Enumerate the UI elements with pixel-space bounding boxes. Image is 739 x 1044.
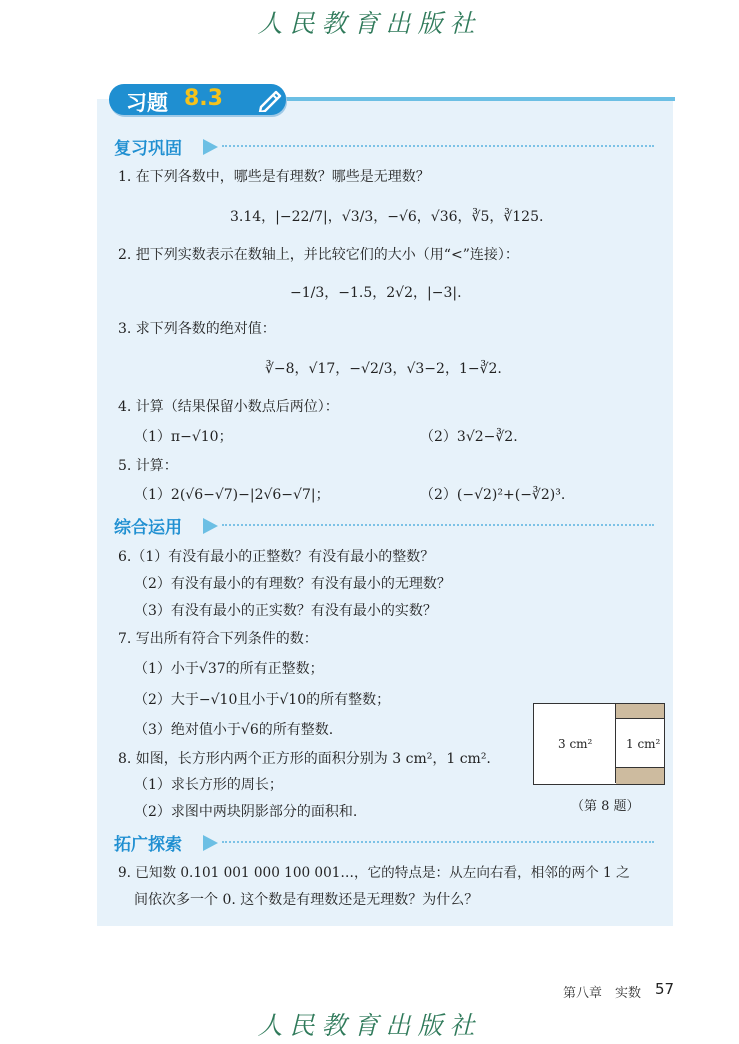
shaded-region-top [616, 704, 664, 719]
section-title: 复习巩固 [114, 139, 182, 159]
exercise-header-badge [109, 84, 286, 115]
header-rule [275, 97, 675, 101]
question-3-expression: ∛−8，√17，−√2/3，√3−2，1−∛2. [265, 361, 502, 377]
question-6-part-2: （2）有没有最小的有理数？有没有最小的无理数？ [134, 576, 451, 592]
triangle-arrow-icon [203, 835, 218, 851]
question-5-part-2: （2）(−√2)²+(−∛2)³. [420, 487, 566, 503]
shaded-region-bottom [616, 767, 664, 784]
triangle-arrow-icon [203, 139, 218, 155]
question-1: 1. 在下列各数中，哪些是有理数？哪些是无理数？ [118, 169, 430, 185]
pencil-icon [256, 86, 284, 112]
question-7-part-1: （1）小于√37的所有正整数； [134, 661, 324, 677]
page-number: 57 [655, 980, 675, 998]
question-4: 4. 计算（结果保留小数点后两位）： [118, 399, 339, 415]
question-2: 2. 把下列实数表示在数轴上，并比较它们的大小（用“<”连接）： [118, 247, 519, 263]
publisher-watermark-bottom: 人民教育出版社 [257, 1011, 482, 1040]
dotted-divider [222, 841, 654, 843]
exercise-title: 习题 [126, 91, 168, 115]
question-8: 8. 如图，长方形内两个正方形的面积分别为 3 cm²，1 cm². [118, 751, 491, 767]
question-4-part-2: （2）3√2−∛2. [420, 429, 518, 445]
exercise-number: 8.3 [184, 86, 223, 111]
question-7: 7. 写出所有符合下列条件的数： [118, 631, 318, 647]
rectangle-figure [533, 703, 665, 785]
question-6-part-3: （3）有没有最小的正实数？有没有最小的实数？ [134, 603, 437, 619]
question-8-part-2: （2）求图中两块阴影部分的面积和. [134, 804, 358, 820]
question-7-part-3: （3）绝对值小于√6的所有整数. [134, 722, 334, 738]
question-5: 5. 计算： [118, 458, 178, 474]
figure-caption: （第 8 题） [571, 799, 640, 814]
question-6-part-1: 6.（1）有没有最小的正整数？有没有最小的整数？ [118, 549, 435, 565]
question-2-expression: −1/3，−1.5，2√2，|−3|. [290, 285, 462, 301]
question-1-expression: 3.14，|−22/7|，√3/3，−√6，√36，∛5，∛125. [230, 209, 544, 225]
publisher-watermark-top: 人民教育出版社 [257, 9, 482, 38]
question-5-part-1: （1）2(√6−√7)−|2√6−√7|； [134, 487, 330, 503]
large-square-label: 3 cm² [558, 737, 593, 751]
question-8-part-1: （1）求长方形的周长； [134, 777, 283, 793]
question-3: 3. 求下列各数的绝对值： [118, 321, 276, 337]
small-square-label: 1 cm² [626, 737, 661, 751]
question-4-part-1: （1）π−√10； [134, 429, 233, 445]
section-title: 综合运用 [114, 518, 182, 538]
section-title: 拓广探索 [114, 835, 182, 855]
triangle-arrow-icon [203, 518, 218, 534]
dotted-divider [222, 145, 654, 147]
question-9-line-1: 9. 已知数 0.101 001 000 100 001…，它的特点是：从左向右看，相邻的两个 1 之 [118, 865, 630, 881]
question-7-part-2: （2）大于−√10且小于√10的所有整数； [134, 692, 391, 708]
chapter-label: 第八章 实数 [563, 986, 642, 1001]
question-9-line-2: 间依次多一个 0. 这个数是有理数还是无理数？为什么？ [134, 892, 479, 908]
dotted-divider [222, 524, 654, 526]
